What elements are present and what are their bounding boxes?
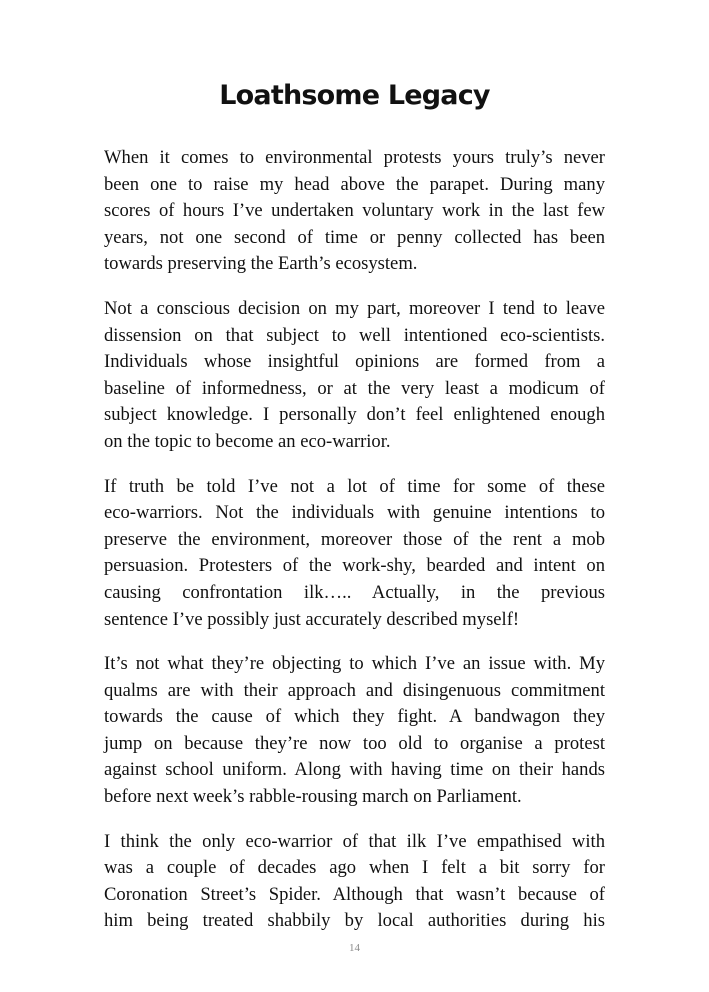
text-line: Coronation Street’s Spider. Although that wasn’t because of [104, 883, 605, 905]
text-line: sentence I’ve possibly just accurately described myself! [104, 608, 520, 630]
text-line: was a couple of decades ago when I felt a bit sorry for [104, 857, 605, 879]
text-line: When it comes to environmental protests yours truly’s never [104, 147, 605, 168]
text-line: I think the only eco-warrior of that ilk I’ve empathised with [104, 830, 605, 852]
paragraph-2 [104, 296, 605, 456]
paragraph-4 [104, 651, 605, 811]
text-line: subject knowledge. I personally don’t feel enlightened enough [104, 404, 605, 426]
text-line: been one to raise my head above the parapet. During many [104, 173, 605, 195]
page-number: 14 [349, 942, 360, 954]
text-line: It’s not what they’re objecting to which I’ve an issue with. My [104, 653, 605, 675]
text-line: jump on because they’re now too old to organise a protest [104, 732, 605, 754]
text-line: Not a conscious decision on my part, moreover I tend to leave [104, 297, 605, 319]
text-line: years, not one second of time or penny collected has been [104, 226, 605, 248]
text-line: eco-warriors. Not the individuals with genuine intentions to [104, 502, 605, 524]
text-line: causing confrontation ilk….. Actually, in the previous [104, 581, 605, 603]
paragraph-5 [104, 829, 605, 935]
text-line: dissension on that subject to well intentioned eco-scientists. [104, 324, 605, 346]
text-line: baseline of informedness, or at the very least a modicum of [104, 377, 605, 399]
chapter-title: Loathsome Legacy [219, 80, 490, 111]
text-line: If truth be told I’ve not a lot of time for some of these [104, 475, 605, 497]
text-line: him being treated shabbily by local authorities during his [104, 910, 605, 932]
text-line: qualms are with their approach and disingenuous commitment [104, 679, 605, 701]
text-line: before next week’s rabble-rousing march on Parliament. [104, 786, 522, 808]
text-line: towards preserving the Earth’s ecosystem. [104, 253, 418, 275]
text-line: on the topic to become an eco-warrior. [104, 430, 391, 452]
paragraph-1 [104, 145, 605, 278]
text-line: persuasion. Protesters of the work-shy, bearded and intent on [104, 555, 605, 577]
body-text [104, 145, 605, 953]
text-line: towards the cause of which they fight. A bandwagon they [104, 706, 605, 728]
text-line: scores of hours I’ve undertaken voluntary work in the last few [104, 200, 605, 222]
text-line: against school uniform. Along with having time on their hands [104, 759, 605, 781]
text-line: preserve the environment, moreover those of the rent a mob [104, 528, 605, 550]
text-line: Individuals whose insightful opinions are formed from a [104, 351, 605, 373]
paragraph-3 [104, 474, 605, 634]
